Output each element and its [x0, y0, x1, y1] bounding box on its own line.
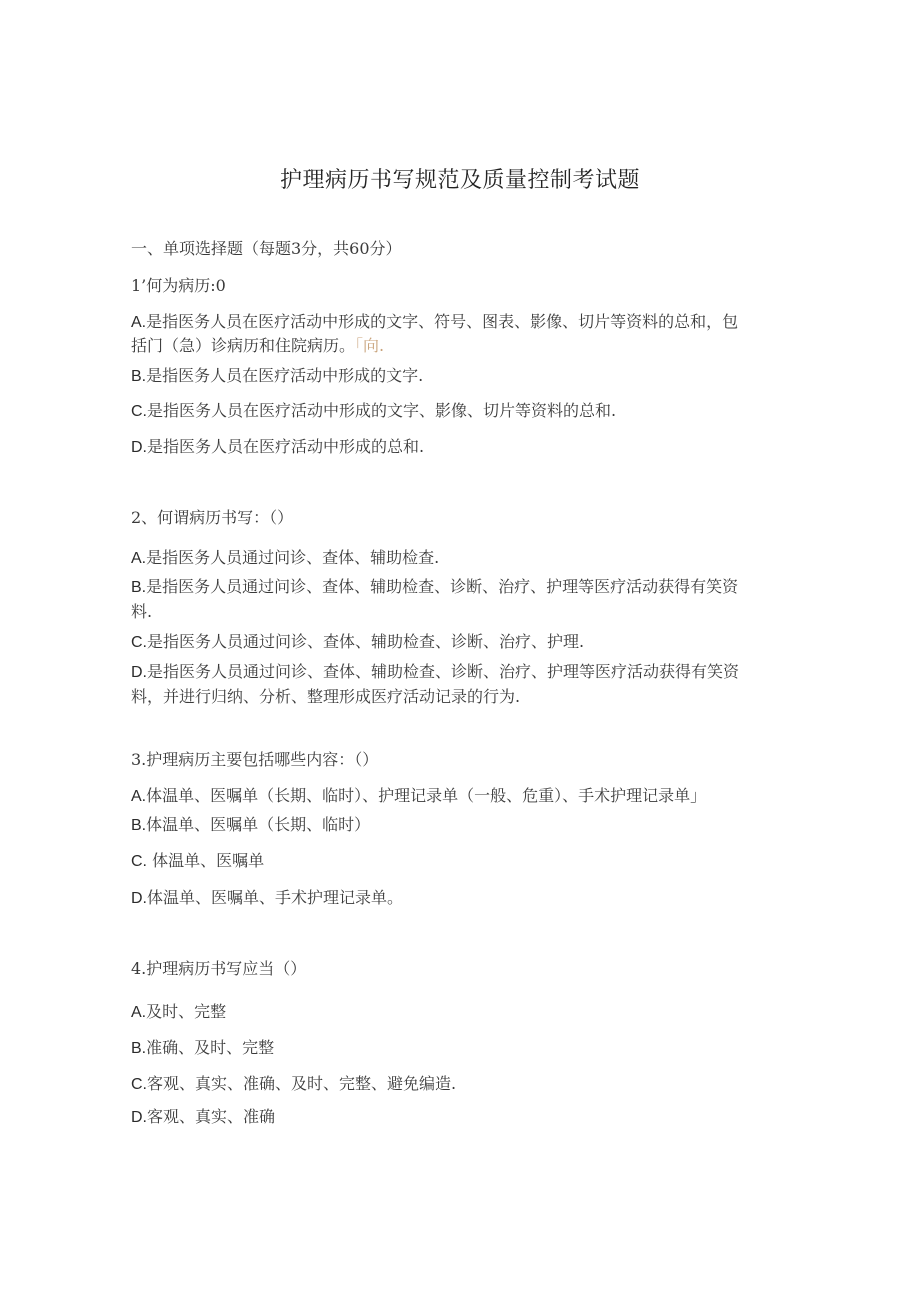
option-text: 体温单、医嘱单（长期、临时）、护理记录单（一般、危重）、手术护理记录单」 [146, 786, 707, 805]
question-1-option-b [131, 363, 791, 390]
question-1-option-c [131, 398, 791, 425]
option-key: A. [131, 788, 147, 805]
option-key: D. [131, 890, 147, 907]
option-text: 是指医务人员通过问诊、查体、辅助检查. [146, 548, 440, 567]
option-key: C. [131, 634, 147, 651]
question-2-option-a [131, 545, 791, 572]
question-4-option-c [131, 1071, 791, 1098]
option-key: B. [131, 1040, 147, 1057]
option-key: D. [131, 439, 147, 456]
option-text: 客观、真实、准确 [147, 1107, 276, 1126]
question-3-option-d [131, 885, 791, 912]
question-2-option-b [131, 574, 791, 601]
question-4-stem: 4.护理病历书写应当（） [131, 959, 307, 978]
option-key: D. [131, 1109, 147, 1126]
option-text: 体温单、医嘱单（长期、临时） [146, 815, 371, 834]
question-2-option-d-cont: 料，并进行归纳、分析、整理形成医疗活动记录的行为. [131, 687, 521, 706]
option-key: B. [131, 368, 147, 385]
option-key: C. [131, 1076, 147, 1093]
question-1-stem: 1’何为病历:0 [131, 276, 226, 295]
option-text-cont: 括门（急）诊病历和住院病历。 [131, 336, 356, 355]
question-4-option-d [131, 1104, 791, 1131]
question-2-option-c [131, 629, 791, 656]
option-key: D. [131, 664, 147, 681]
option-key: C. [131, 403, 147, 420]
question-2-option-d [131, 659, 791, 686]
option-text: 是指医务人员通过问诊、查体、辅助检查、诊断、治疗、护理等医疗活动获得有笑资 [147, 662, 740, 681]
option-extra: 「向. [355, 336, 385, 355]
question-1-option-a-cont [131, 333, 791, 359]
question-4-option-a [131, 999, 791, 1026]
option-key: A. [131, 1004, 147, 1021]
option-text: 体温单、医嘱单、手术护理记录单。 [147, 888, 404, 907]
option-text: 体温单、医嘱单 [147, 851, 265, 870]
question-1-option-d [131, 434, 791, 461]
question-3-stem: 3.护理病历主要包括哪些内容：（） [131, 750, 379, 769]
question-4-option-b [131, 1035, 791, 1062]
option-text: 是指医务人员在医疗活动中形成的总和. [147, 437, 425, 456]
section-heading: 一、单项选择题（每题3分，共60分） [131, 239, 402, 258]
option-text: 客观、真实、准确、及时、完整、避免编造. [147, 1074, 457, 1093]
question-2-stem: 2、何谓病历书写：（） [131, 508, 294, 527]
option-text: 是指医务人员在医疗活动中形成的文字. [146, 366, 424, 385]
option-key: C. [131, 853, 147, 870]
question-1-option-a [131, 309, 791, 336]
option-text: 是指医务人员通过问诊、查体、辅助检查、诊断、治疗、护理等医疗活动获得有笑资 [146, 577, 739, 596]
option-text: 及时、完整 [146, 1002, 227, 1021]
option-key: B. [131, 817, 147, 834]
option-text: 是指医务人员通过问诊、查体、辅助检查、诊断、治疗、护理. [147, 632, 585, 651]
page-title: 护理病历书写规范及质量控制考试题 [279, 168, 640, 193]
option-text: 是指医务人员在医疗活动中形成的文字、影像、切片等资料的总和. [147, 401, 617, 420]
question-3-option-a [131, 783, 791, 810]
question-3-option-c [131, 848, 791, 875]
option-key: B. [131, 579, 147, 596]
option-key: A. [131, 314, 147, 331]
option-key: A. [131, 550, 147, 567]
question-2-option-b-cont: 料. [131, 602, 153, 621]
option-text: 是指医务人员在医疗活动中形成的文字、符号、图表、影像、切片等资料的总和，包 [146, 312, 739, 331]
question-3-option-b [131, 812, 791, 839]
option-text: 准确、及时、完整 [146, 1038, 275, 1057]
